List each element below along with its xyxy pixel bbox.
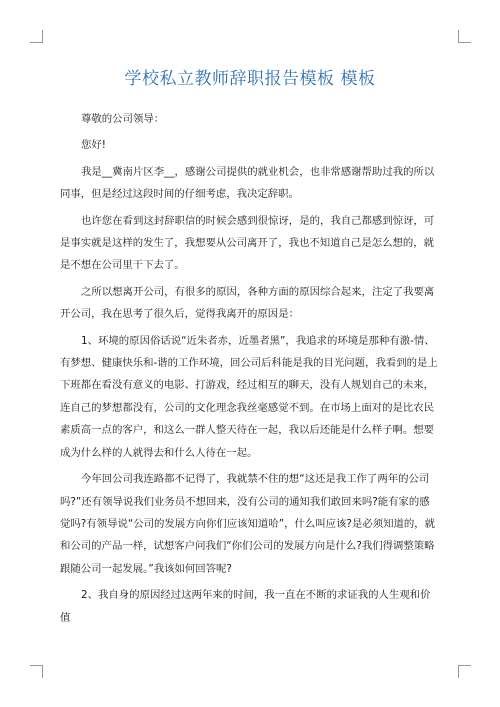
crop-mark-bottom-right [458, 665, 471, 678]
paragraph-personal: 2、我自身的原因经过这两年来的时间，我一直在不断的求证我的人生观和价值 [60, 589, 431, 624]
document-title: 学校私立教师辞职报告模板 模板 [124, 69, 376, 89]
crop-mark-bottom-left [30, 665, 43, 678]
paragraph-reasons: 之所以想离开公司，有很多的原因，各种方面的原因综合起来，注定了我要离开公司，我在思考了很久后，觉得我离开的原因是： [60, 285, 435, 321]
crop-mark-top-left [30, 30, 43, 43]
salutation: 尊敬的公司领导： [81, 113, 165, 125]
greeting: 您好! [81, 139, 106, 152]
paragraph-intro: 我是__冀南片区李__，感谢公司提供的就业机会，也非常感谢帮助过我的所以同事，但是经过这段时间的仔细考虑，我决定辞职。 [60, 165, 435, 201]
paragraph-environment: 1、环境的原因俗话说“近朱者赤，近墨者黑”，我追求的环境是那种有激-情、有梦想、健康快乐和-谐的工作环境，回公司后科能是我的目光问题，我看到的是上下班都在看没有意义的电影、打游戏，经过相互的聊天，没有人规划自己的未来，连自己的梦想都没有，公司的文化理念我丝毫感觉不到。在市场上面对的是比农民素质高一点的客户，和这么一群人整天待在一起，我以后还能是什么样子啊。想要成为什么样的人就得去和什么人待在一起。 [60, 334, 438, 459]
document-body [60, 108, 440, 629]
paragraph-surprise: 也许您在看到这封辞职信的时候会感到很惊讶，是的，我自己都感到惊讶，可是事实就是这样的发生了，我想要从公司离开了，我也不知道自己是怎么想的，就是不想在公司里干下去了。 [60, 214, 435, 272]
paragraph-company: 今年回公司我连路都不记得了，我就禁不住的想“这还是我工作了两年的公司吗?”还有领导说我们业务员不想回来，没有公司的通知我们敢回来吗?能有家的感觉吗?有领导说“公司的发展方向你们应该知道哈”，什么叫应该?是必须知道的，就和公司的产品一样，试想客户问我们“你们公司的发展方向是什么?我们得调整策略跟随公司一起发展。”我该如何回答呢? [60, 473, 436, 575]
crop-mark-top-right [458, 30, 471, 43]
